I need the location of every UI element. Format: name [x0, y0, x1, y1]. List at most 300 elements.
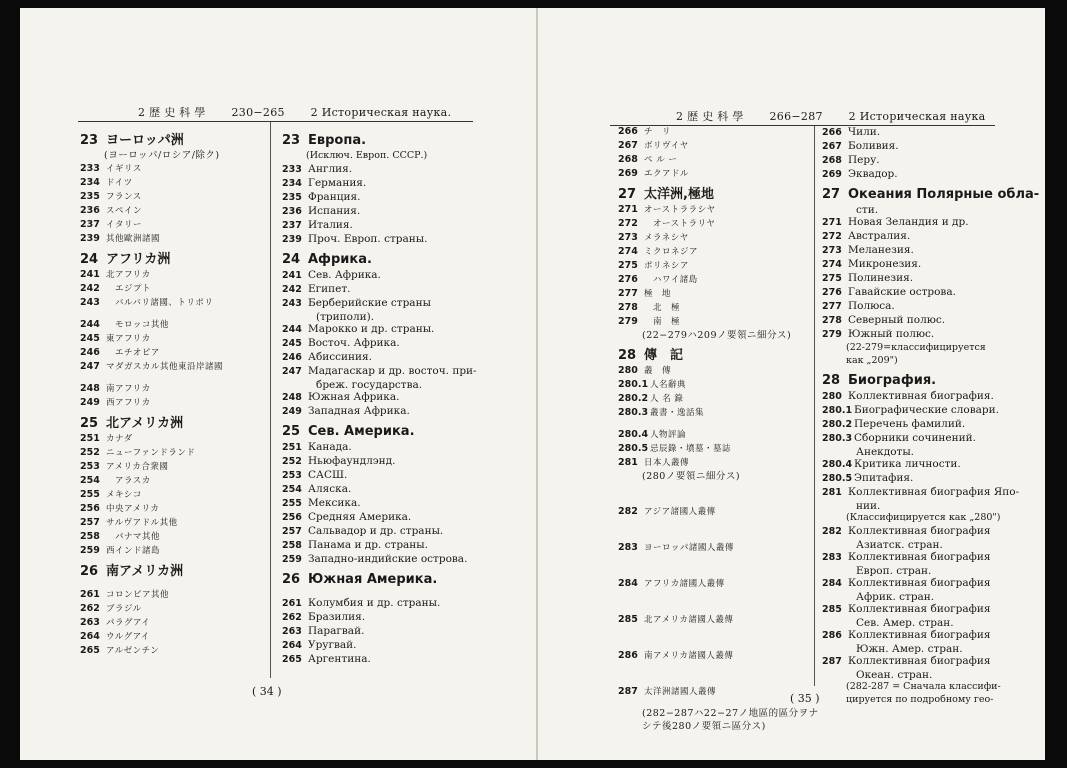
entry-text: エチオピア [106, 348, 160, 358]
entry-text: Англия. [308, 163, 353, 175]
entry-text: Эквадор. [848, 168, 898, 180]
entry-text: Абиссиния. [308, 351, 372, 363]
section-heading [80, 563, 265, 581]
entry-text: ブラジル [106, 604, 142, 614]
entry-number: 280.4 [822, 459, 853, 470]
entry-text: ドイツ [106, 178, 133, 188]
header-ru-title: 2 Историческая наука [848, 110, 986, 123]
entry-number: 259 [80, 545, 100, 556]
entry-text: 西インド諸島 [106, 546, 161, 556]
continuation-text: сти. [856, 204, 879, 216]
index-entry [618, 316, 808, 330]
index-entry [282, 469, 482, 483]
entry-text: アジア諸國人叢傳 [644, 507, 716, 517]
entry-number: 282 [618, 506, 638, 517]
index-entry [80, 475, 265, 489]
entry-number: 235 [282, 192, 302, 203]
index-entry [80, 383, 265, 397]
entry-number: 284 [618, 578, 638, 589]
section-heading [282, 132, 482, 150]
entry-text: Германия. [308, 177, 367, 189]
index-entry [618, 260, 808, 274]
entry-number: 279 [618, 316, 638, 327]
continuation-text: Океан. стран. [856, 669, 933, 681]
index-entry [80, 361, 265, 375]
index-entry [80, 489, 265, 503]
spacer [80, 375, 265, 383]
entry-text: Перечень фамилий. [854, 418, 966, 430]
index-entry [618, 302, 808, 316]
index-entry [822, 525, 1027, 539]
entry-continuation [822, 446, 1027, 458]
entry-text: 北アフリカ [106, 270, 151, 280]
entry-number: 259 [282, 554, 302, 565]
continuation-text: бреж. государства. [316, 379, 423, 391]
index-entry [282, 483, 482, 497]
index-entry [282, 269, 482, 283]
index-entry [80, 191, 265, 205]
entry-number: 282 [822, 526, 842, 537]
index-entry [282, 365, 482, 379]
entry-number: 265 [80, 645, 100, 656]
index-entry [618, 443, 808, 457]
index-entry [80, 631, 265, 645]
index-entry [822, 655, 1027, 669]
spacer [618, 592, 808, 614]
entry-number: 249 [282, 406, 302, 417]
entry-text: 西アフリカ [106, 398, 151, 408]
entry-number: 272 [822, 231, 842, 242]
section-heading [282, 571, 482, 589]
entry-number: 244 [282, 324, 302, 335]
entry-continuation [822, 643, 1027, 655]
section-heading [822, 186, 1040, 204]
section-number: 23 [282, 133, 301, 148]
entry-text: Коллективная биография [848, 629, 991, 641]
spacer [80, 581, 265, 589]
entry-text: Критика личности. [854, 458, 961, 470]
entry-text: 忌辰錄・墳墓・墓誌 [650, 444, 732, 454]
index-entry [282, 497, 482, 511]
index-entry [822, 216, 1027, 230]
entry-number: 280.3 [618, 407, 649, 418]
entry-text: ハワイ諸島 [644, 275, 698, 285]
index-entry [80, 433, 265, 447]
entry-text: ペ ル ー [644, 155, 678, 165]
entry-number: 246 [80, 347, 100, 358]
entry-number: 280 [618, 365, 638, 376]
index-entry [80, 397, 265, 411]
entry-number: 276 [822, 287, 842, 298]
section-number: 26 [80, 564, 99, 579]
index-entry [282, 163, 482, 177]
section-heading [80, 251, 265, 269]
spacer [618, 520, 808, 542]
classification-note: цируется по подробному гео- [846, 694, 994, 705]
entry-number: 237 [282, 220, 302, 231]
index-entry [618, 126, 808, 140]
entry-continuation [282, 379, 482, 391]
entry-number: 237 [80, 219, 100, 230]
entry-text: Биографические словари. [854, 404, 999, 416]
index-entry [822, 258, 1027, 272]
index-entry [282, 205, 482, 219]
index-entry [282, 455, 482, 469]
entry-number: 267 [618, 140, 638, 151]
index-entry [822, 390, 1027, 404]
index-entry [80, 297, 265, 311]
column-divider [814, 126, 815, 686]
entry-number: 246 [282, 352, 302, 363]
japanese-column [80, 128, 265, 659]
section-heading [618, 186, 808, 204]
entry-text: ニューファンドランド [106, 448, 196, 458]
entry-number: 277 [618, 288, 638, 299]
spacer [618, 628, 808, 650]
entry-text: エクアドル [644, 169, 690, 179]
entry-number: 239 [80, 233, 100, 244]
entry-text: メラネシヤ [644, 233, 689, 243]
index-entry [282, 553, 482, 567]
header-jp-title: 2 歴 史 科 學 [138, 106, 206, 119]
entry-number: 247 [282, 366, 302, 377]
entry-number: 269 [618, 168, 638, 179]
index-entry [80, 205, 265, 219]
entry-text: ヨーロッパ諸國人叢傳 [644, 543, 734, 553]
index-entry [282, 351, 482, 365]
entry-number: 280.1 [822, 405, 853, 416]
entry-text: Мексика. [308, 497, 361, 509]
index-entry [80, 617, 265, 631]
entry-number: 253 [282, 470, 302, 481]
entry-text: Мадагаскар и др. восточ. при- [308, 365, 477, 377]
index-entry [282, 611, 482, 625]
entry-number: 286 [618, 650, 638, 661]
entry-number: 244 [80, 319, 100, 330]
entry-number: 263 [80, 617, 100, 628]
entry-number: 280.1 [618, 379, 649, 390]
classification-note: (ヨーロッパ/ロシア/除ク) [104, 150, 220, 161]
header-range: 266−287 [769, 110, 823, 123]
entry-continuation [822, 204, 1027, 216]
entry-text: イタリー [106, 220, 143, 230]
index-entry [618, 379, 808, 393]
section-number: 26 [282, 572, 301, 587]
entry-number: 243 [282, 298, 302, 309]
section-heading [822, 372, 1027, 390]
entry-text: チ リ [644, 127, 672, 137]
section-title: 北アメリカ洲 [106, 416, 184, 431]
spacer [618, 700, 808, 708]
entry-number: 256 [80, 503, 100, 514]
classification-note: (Исключ. Европ. СССР.) [306, 150, 428, 161]
section-heading [618, 347, 808, 365]
index-entry [822, 286, 1027, 300]
entry-number: 272 [618, 218, 638, 229]
entry-text: Бразилия. [308, 611, 366, 623]
section-title: Африка. [308, 252, 372, 267]
index-entry [618, 686, 808, 700]
entry-text: Уругвай. [308, 639, 357, 651]
entry-text: ウルグアイ [106, 632, 150, 642]
index-entry [822, 577, 1027, 591]
entry-number: 286 [822, 630, 842, 641]
entry-text: Сборники сочинений. [854, 432, 976, 444]
section-title: Европа. [308, 133, 367, 148]
entry-number: 233 [80, 163, 100, 174]
entry-number: 271 [822, 217, 842, 228]
continuation-text: Анекдоты. [856, 446, 915, 458]
entry-number: 268 [618, 154, 638, 165]
section-number: 24 [282, 252, 301, 267]
index-entry [618, 154, 808, 168]
index-entry [822, 230, 1027, 244]
entry-continuation [822, 669, 1027, 681]
entry-number: 254 [80, 475, 100, 486]
entry-number: 253 [80, 461, 100, 472]
index-entry [822, 603, 1027, 617]
index-entry [282, 511, 482, 525]
entry-number: 287 [822, 656, 842, 667]
entry-text: Коллективная биография Япо- [848, 486, 1020, 498]
entry-text: ポリネシア [644, 261, 689, 271]
index-entry [80, 319, 265, 333]
index-entry [282, 191, 482, 205]
entry-number: 281 [822, 487, 842, 498]
index-entry [618, 288, 808, 302]
entry-text: バルバリ諸國、トリポリ [106, 298, 214, 308]
entry-number: 234 [80, 177, 100, 188]
scanned-book-spread [20, 8, 1045, 760]
entry-number: 283 [822, 552, 842, 563]
header-rule [78, 121, 473, 122]
section-number: 28 [822, 373, 841, 388]
index-entry [282, 653, 482, 667]
entry-text: Перу. [848, 154, 880, 166]
index-entry [80, 447, 265, 461]
index-entry [618, 457, 808, 471]
index-entry [618, 218, 808, 232]
spacer [80, 311, 265, 319]
entry-text: イギリス [106, 164, 142, 174]
entry-text: 叢書・逸話集 [650, 408, 705, 418]
index-entry [282, 539, 482, 553]
entry-number: 280 [822, 391, 842, 402]
classification-note: (282-287 = Сначала классифи- [846, 681, 1001, 692]
index-entry [282, 177, 482, 191]
entry-text: Италия. [308, 219, 353, 231]
right-page-header [676, 108, 1008, 124]
section-title: Южная Америка. [308, 572, 438, 587]
section-title: 南アメリカ洲 [106, 564, 184, 579]
entry-text: モロッコ其他 [106, 320, 169, 330]
entry-continuation [822, 591, 1027, 603]
entry-text: パラグアイ [106, 618, 151, 628]
entry-continuation [822, 500, 1027, 512]
index-entry [80, 503, 265, 517]
index-entry [618, 429, 808, 443]
entry-text: エジプト [106, 284, 152, 294]
section-heading [282, 251, 482, 269]
entry-number: 252 [282, 456, 302, 467]
index-entry [618, 578, 808, 592]
index-entry [822, 486, 1027, 500]
index-entry [80, 177, 265, 191]
entry-text: Парагвай. [308, 625, 365, 637]
index-entry [618, 650, 808, 664]
index-entry [618, 365, 808, 379]
entry-number: 275 [618, 260, 638, 271]
entry-number: 245 [80, 333, 100, 344]
entry-text: メキシコ [106, 490, 142, 500]
entry-text: Сев. Африка. [308, 269, 381, 281]
classification-note: (Классифицируется как „280") [846, 512, 1001, 523]
entry-text: アフリカ諸國人叢傳 [644, 579, 725, 589]
entry-text: コロンビア其他 [106, 590, 170, 600]
entry-number: 281 [618, 457, 638, 468]
entry-text: Эпитафия. [854, 472, 914, 484]
entry-text: Микронезия. [848, 258, 922, 270]
index-entry [618, 274, 808, 288]
entry-number: 257 [80, 517, 100, 528]
continuation-text: Азиатск. стран. [856, 539, 943, 551]
classification-note: (22-279=классифицируется [846, 342, 986, 353]
entry-number: 280.3 [822, 433, 853, 444]
entry-number: 262 [80, 603, 100, 614]
entry-text: Колумбия и др. страны. [308, 597, 441, 609]
entry-number: 255 [80, 489, 100, 500]
index-entry [618, 232, 808, 246]
entry-number: 276 [618, 274, 638, 285]
entry-number: 278 [618, 302, 638, 313]
entry-text: 中央アメリカ [106, 504, 160, 514]
section-number: 23 [80, 133, 99, 148]
entry-text: Египет. [308, 283, 351, 295]
entry-number: 273 [618, 232, 638, 243]
entry-text: 南アフリカ [106, 384, 151, 394]
entry-number: 280.2 [618, 393, 649, 404]
index-entry [282, 233, 482, 247]
section-number: 27 [618, 187, 637, 202]
entry-number: 254 [282, 484, 302, 495]
index-entry [822, 300, 1027, 314]
section-number: 25 [282, 424, 301, 439]
entry-text: 北 極 [644, 303, 681, 313]
entry-number: 242 [80, 283, 100, 294]
entry-number: 248 [282, 392, 302, 403]
entry-text: 人物評論 [650, 430, 687, 440]
entry-number: 273 [822, 245, 842, 256]
section-title: Биография. [848, 373, 937, 388]
section-heading [80, 415, 265, 433]
entry-text: Берберийские страны [308, 297, 431, 309]
entry-number: 256 [282, 512, 302, 523]
index-entry [618, 407, 808, 421]
entry-text: Коллективная биография [848, 525, 991, 537]
index-entry [282, 639, 482, 653]
index-entry [618, 393, 808, 407]
index-entry [282, 391, 482, 405]
entry-number: 280.4 [618, 429, 649, 440]
entry-number: 287 [618, 686, 638, 697]
entry-continuation [822, 617, 1027, 629]
entry-text: Полюса. [848, 300, 895, 312]
entry-number: 266 [618, 126, 638, 137]
index-entry [822, 404, 1027, 418]
entry-number: 274 [618, 246, 638, 257]
entry-number: 284 [822, 578, 842, 589]
entry-number: 271 [618, 204, 638, 215]
entry-number: 280.5 [618, 443, 649, 454]
entry-text: Южный полюс. [848, 328, 935, 340]
entry-number: 251 [80, 433, 100, 444]
entry-text: 叢 傳 [644, 366, 672, 376]
entry-text: Восточ. Африка. [308, 337, 400, 349]
spacer [618, 484, 808, 506]
entry-number: 277 [822, 301, 842, 312]
section-number: 24 [80, 252, 99, 267]
entry-number: 258 [80, 531, 100, 542]
entry-continuation [282, 311, 482, 323]
continuation-text: Европ. стран. [856, 565, 932, 577]
entry-number: 242 [282, 284, 302, 295]
entry-text: Аляска. [308, 483, 352, 495]
entry-text: Ньюфаундлэнд. [308, 455, 396, 467]
entry-text: Средняя Америка. [308, 511, 412, 523]
entry-text: 其他歐洲諸國 [106, 234, 161, 244]
entry-number: 279 [822, 329, 842, 340]
section-number: 25 [80, 416, 99, 431]
entry-text: Проч. Европ. страны. [308, 233, 428, 245]
entry-text: サルヴアドル其他 [106, 518, 178, 528]
index-entry [80, 347, 265, 361]
classification-note: как „209") [846, 355, 898, 366]
entry-text: САСШ. [308, 469, 348, 481]
classification-note: (280ノ要領ニ細分ス) [642, 471, 741, 482]
entry-number: 278 [822, 315, 842, 326]
index-entry [822, 551, 1027, 565]
entry-continuation [822, 539, 1027, 551]
index-entry [80, 163, 265, 177]
section-heading [282, 423, 482, 441]
entry-text: Гавайские острова. [848, 286, 956, 298]
entry-text: Северный полюс. [848, 314, 946, 326]
entry-text: フランス [106, 192, 142, 202]
entry-text: Западно-индийские острова. [308, 553, 468, 565]
index-entry [822, 244, 1027, 258]
index-entry [282, 297, 482, 311]
section-number: 28 [618, 348, 637, 363]
entry-number: 249 [80, 397, 100, 408]
left-page-header [138, 104, 473, 120]
entry-text: Франция. [308, 191, 361, 203]
index-entry [282, 323, 482, 337]
index-entry [618, 246, 808, 260]
entry-number: 261 [80, 589, 100, 600]
index-entry [618, 204, 808, 218]
entry-text: Панама и др. страны. [308, 539, 429, 551]
section-number: 27 [822, 187, 841, 202]
entry-text: Новая Зеландия и др. [848, 216, 969, 228]
entry-number: 280.2 [822, 419, 853, 430]
entry-number: 265 [282, 654, 302, 665]
header-ru-title: 2 Историческая наука. [310, 106, 452, 119]
entry-text: Южная Африка. [308, 391, 400, 403]
entry-text: 南 極 [644, 317, 681, 327]
entry-number: 262 [282, 612, 302, 623]
entry-text: 東アフリカ [106, 334, 151, 344]
japanese-column [618, 126, 819, 734]
